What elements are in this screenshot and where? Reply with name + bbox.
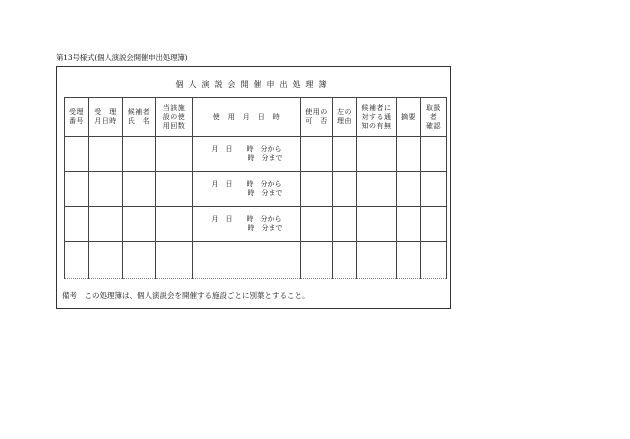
cell — [357, 172, 397, 207]
cell — [123, 172, 156, 207]
cell — [65, 137, 89, 172]
header-candidate-name: 候補者 氏 名 — [123, 98, 156, 137]
cell — [65, 172, 89, 207]
header-notification: 候補者に 対する通 知の有無 — [357, 98, 397, 137]
register-table — [64, 97, 447, 279]
cell — [357, 207, 397, 242]
header-handler-check: 取扱 者 確認 — [421, 98, 447, 137]
header-receipt-datetime: 受 理 月日時 — [89, 98, 123, 137]
table-row — [65, 172, 447, 207]
cell — [397, 172, 421, 207]
cell — [421, 242, 447, 279]
register-frame — [56, 66, 451, 309]
cell — [421, 137, 447, 172]
cell — [301, 137, 333, 172]
cell — [65, 207, 89, 242]
cell — [301, 242, 333, 279]
cell — [156, 137, 193, 172]
cell — [357, 242, 397, 279]
cell — [156, 172, 193, 207]
cell — [301, 172, 333, 207]
cell — [421, 172, 447, 207]
cell — [357, 137, 397, 172]
cell — [89, 137, 123, 172]
cell — [193, 242, 301, 279]
header-remarks: 摘要 — [397, 98, 421, 137]
cell — [65, 242, 89, 279]
form-number: 第13号様式(個人演説会開催申出処理簿) — [56, 53, 188, 62]
cell — [156, 207, 193, 242]
cell — [397, 242, 421, 279]
header-usage-count: 当該施 設の使 用回数 — [156, 98, 193, 137]
register-title: 個人演説会開催申出処理簿 — [175, 80, 332, 89]
header-receipt-number: 受理 番号 — [65, 98, 89, 137]
cell — [89, 242, 123, 279]
cell — [123, 137, 156, 172]
usage-datetime-cell: 月 日 時 分から 時 分まで — [193, 137, 301, 172]
table-row — [65, 137, 447, 172]
cell — [89, 172, 123, 207]
usage-datetime-cell: 月 日 時 分から 時 分まで — [193, 207, 301, 242]
table-row — [65, 207, 447, 242]
cell — [89, 207, 123, 242]
header-reason: 左の 理由 — [333, 98, 357, 137]
header-usage-approval: 使用の 可 否 — [301, 98, 333, 137]
cell — [397, 207, 421, 242]
cell — [301, 207, 333, 242]
cell — [421, 207, 447, 242]
table-row — [65, 242, 447, 279]
cell — [333, 207, 357, 242]
remarks-note: 備考 この処理簿は、個人演説会を開催する施設ごとに別葉とすること。 — [62, 291, 310, 300]
cell — [333, 172, 357, 207]
cell — [333, 137, 357, 172]
cell — [397, 137, 421, 172]
header-usage-datetime: 使 用 月 日 時 — [193, 98, 301, 137]
cell — [123, 242, 156, 279]
cell — [333, 242, 357, 279]
header-row — [65, 98, 447, 137]
cell — [123, 207, 156, 242]
usage-datetime-cell: 月 日 時 分から 時 分まで — [193, 172, 301, 207]
cell — [156, 242, 193, 279]
